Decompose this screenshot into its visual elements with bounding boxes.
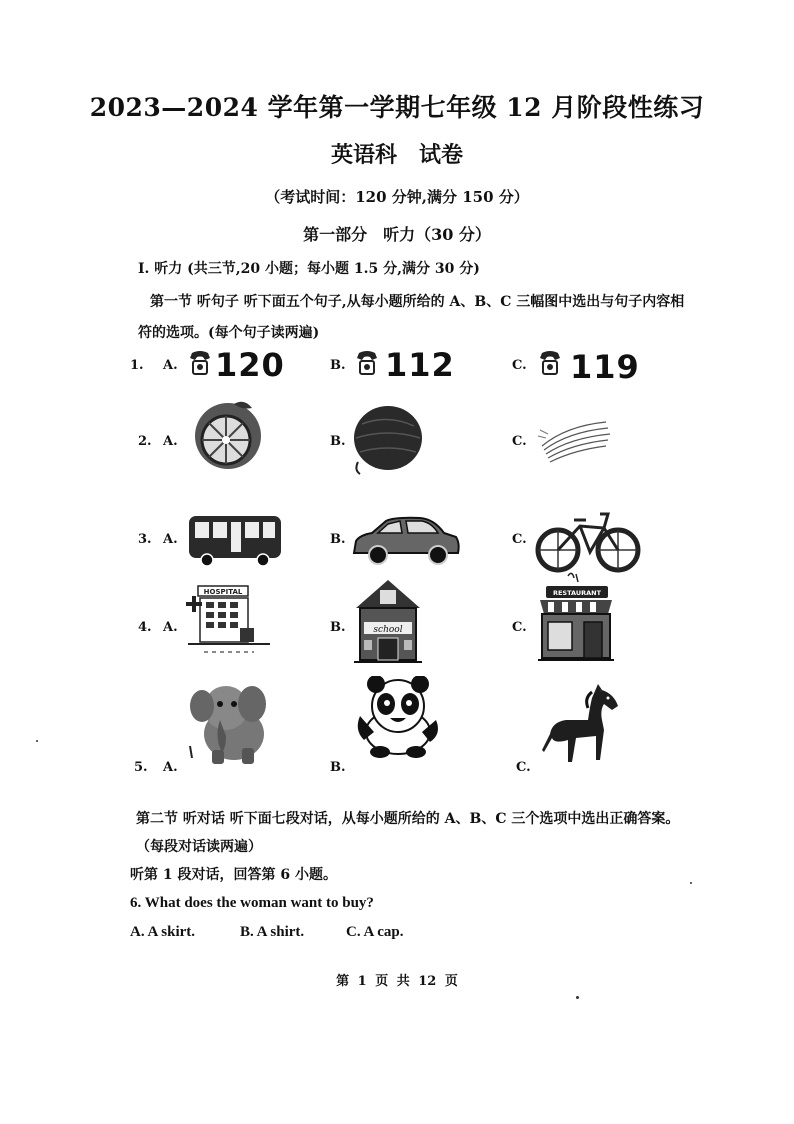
- question-6-text: 6. What does the woman want to buy?: [130, 895, 374, 911]
- school-sign: school: [373, 625, 403, 635]
- page-footer: 第 1 页 共 12 页: [336, 974, 458, 989]
- option-letter: B.: [330, 434, 346, 449]
- question-6-choice-c: C. A cap.: [346, 924, 404, 940]
- question-number: 1.: [130, 358, 144, 373]
- option-letter: C.: [512, 620, 527, 635]
- panda-icon: [354, 676, 442, 758]
- question-number: 2.: [138, 434, 152, 449]
- school-icon: [350, 578, 426, 664]
- section2-instruction-line1: 第二节 听对话 听下面七段对话，从每小题所给的 A、B、C 三个选项中选出正确答案。: [136, 811, 680, 827]
- option-letter: B.: [330, 620, 346, 635]
- option-letter: C.: [516, 760, 531, 775]
- exam-info: （考试时间：120 分钟,满分 150 分）: [265, 188, 529, 206]
- option-letter: B.: [330, 760, 346, 775]
- option-letter: A.: [163, 434, 178, 449]
- section1-instruction-line2: 符的选项。(每个句子读两遍): [138, 325, 320, 341]
- scan-speck: [576, 996, 579, 999]
- car-icon: [350, 515, 462, 567]
- bicycle-icon: [534, 506, 642, 584]
- question-6-choice-a: A. A skirt.: [130, 924, 196, 940]
- option-letter: A.: [163, 532, 178, 547]
- noodles-icon: [536, 416, 614, 468]
- part-title: 第一部分 听力（30 分）: [303, 225, 491, 244]
- scan-speck: [690, 882, 692, 884]
- phone-number-text: 120: [215, 346, 285, 384]
- phone-number-text: 119: [570, 348, 640, 386]
- section1-instruction-line1: 第一节 听句子 听下面五个句子,从每小题所给的 A、B、C 三幅图中选出与句子内容相: [150, 294, 685, 310]
- option-letter: B.: [330, 358, 346, 373]
- phone-icon: [188, 350, 212, 376]
- question-number: 5.: [134, 760, 148, 775]
- hospital-sign: HOSPITAL: [203, 588, 243, 596]
- option-letter: A.: [163, 358, 178, 373]
- horse-icon: [540, 680, 624, 772]
- option-letter: B.: [330, 532, 346, 547]
- section1-heading: Ⅰ. 听力 (共三节,20 小题；每小题 1.5 分,满分 30 分): [138, 261, 480, 277]
- bus-icon: [187, 512, 283, 568]
- option-letter: C.: [512, 358, 527, 373]
- phone-icon: [355, 350, 379, 376]
- restaurant-sign: RESTAURANT: [552, 589, 602, 597]
- orange-icon: [186, 400, 270, 472]
- scan-speck: [36, 740, 38, 742]
- option-letter: C.: [512, 532, 527, 547]
- hospital-icon: [184, 584, 274, 658]
- option-letter: C.: [512, 434, 527, 449]
- option-letter: A.: [163, 760, 178, 775]
- dialog-intro: 听第 1 段对话，回答第 6 小题。: [130, 867, 337, 883]
- option-letter: A.: [163, 620, 178, 635]
- question-number: 3.: [138, 532, 152, 547]
- phone-icon: [538, 350, 562, 376]
- question-6-choice-b: B. A shirt.: [240, 924, 305, 940]
- scan-speck: [600, 690, 602, 692]
- elephant-icon: [186, 676, 274, 768]
- watermelon-icon: [350, 404, 424, 476]
- exam-subtitle: 英语科 试卷: [330, 142, 463, 168]
- question-number: 4.: [138, 620, 152, 635]
- restaurant-icon: [536, 584, 616, 662]
- exam-title: 2023—2024 学年第一学期七年级 12 月阶段性练习: [89, 93, 705, 122]
- phone-number-text: 112: [385, 346, 455, 384]
- section2-instruction-line2: （每段对话读两遍）: [136, 839, 262, 855]
